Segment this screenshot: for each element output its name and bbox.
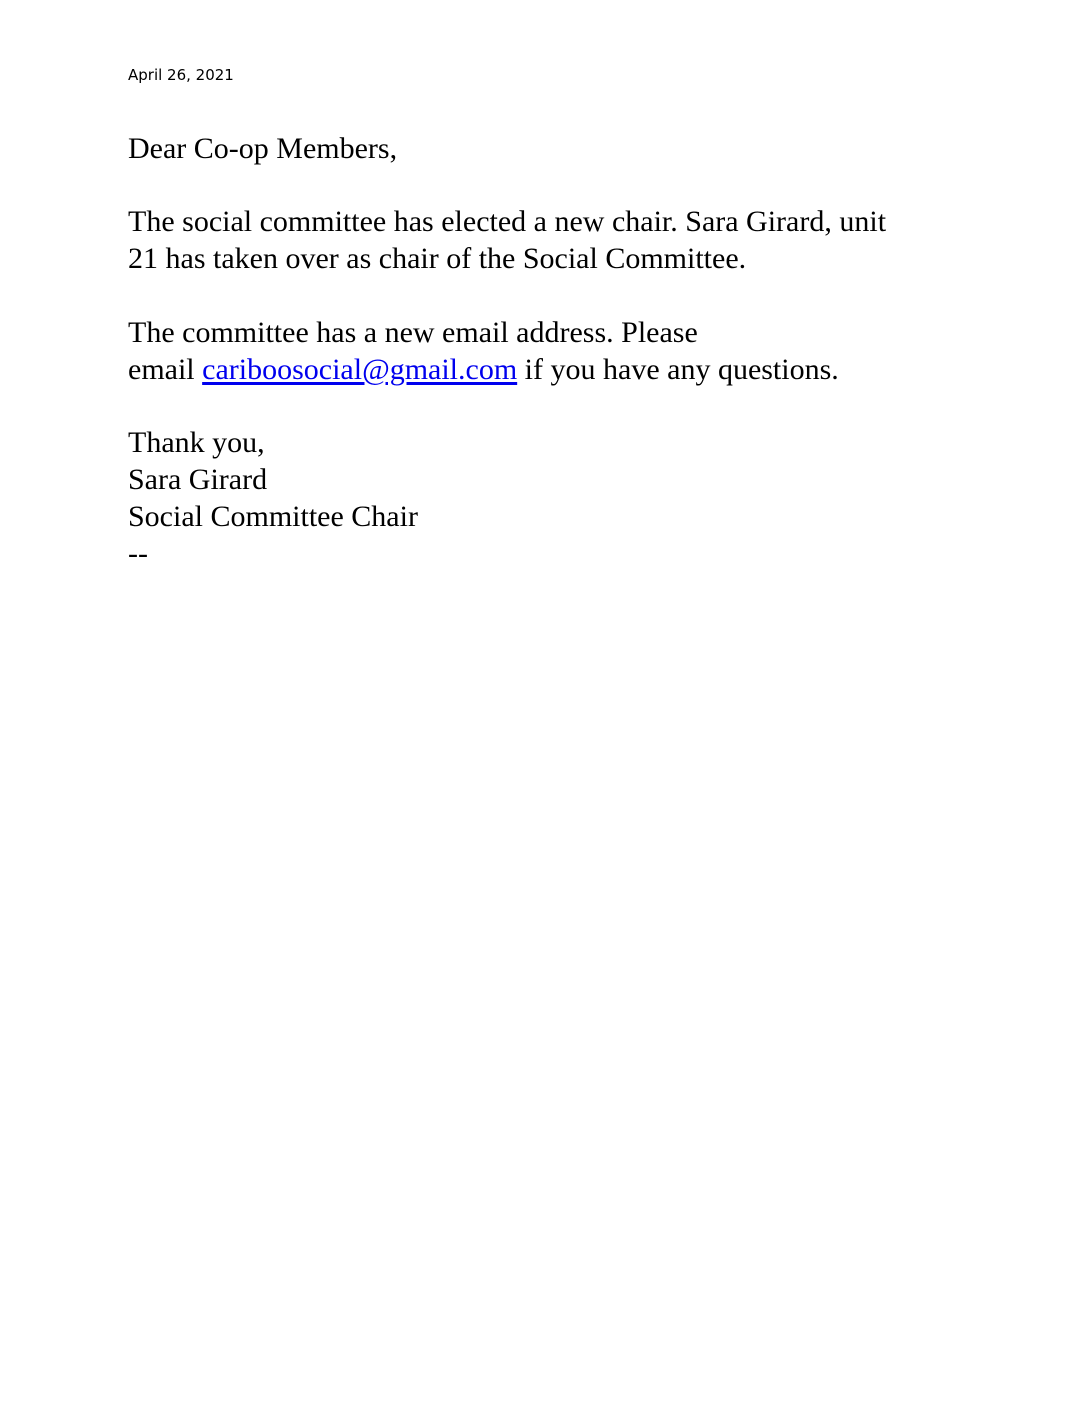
signature-separator: --: [128, 537, 148, 570]
paragraph-line: The social committee has elected a new chair. Sara Girard, unit: [128, 205, 887, 238]
paragraph-line-with-link: [128, 351, 1008, 388]
email-suffix: if you have any questions.: [524, 353, 839, 386]
email-link[interactable]: cariboosocial@gmail.com: [202, 353, 518, 386]
letter-date: April 26, 2021: [128, 66, 234, 84]
signer-name: Sara Girard: [128, 463, 268, 496]
salutation-line: Dear Co-op Members,: [128, 132, 398, 165]
signature-block: [128, 424, 1008, 572]
paragraph-line: The committee has a new email address. Please: [128, 316, 698, 349]
closing-line: Thank you,: [128, 426, 265, 459]
email-prefix: email: [128, 353, 195, 386]
signer-title: Social Committee Chair: [128, 500, 418, 533]
paragraph-new-chair: [128, 203, 1008, 277]
paragraph-line: 21 has taken over as chair of the Social Committee.: [128, 242, 747, 275]
paragraph-email: [128, 314, 1008, 388]
salutation: [128, 130, 1008, 167]
